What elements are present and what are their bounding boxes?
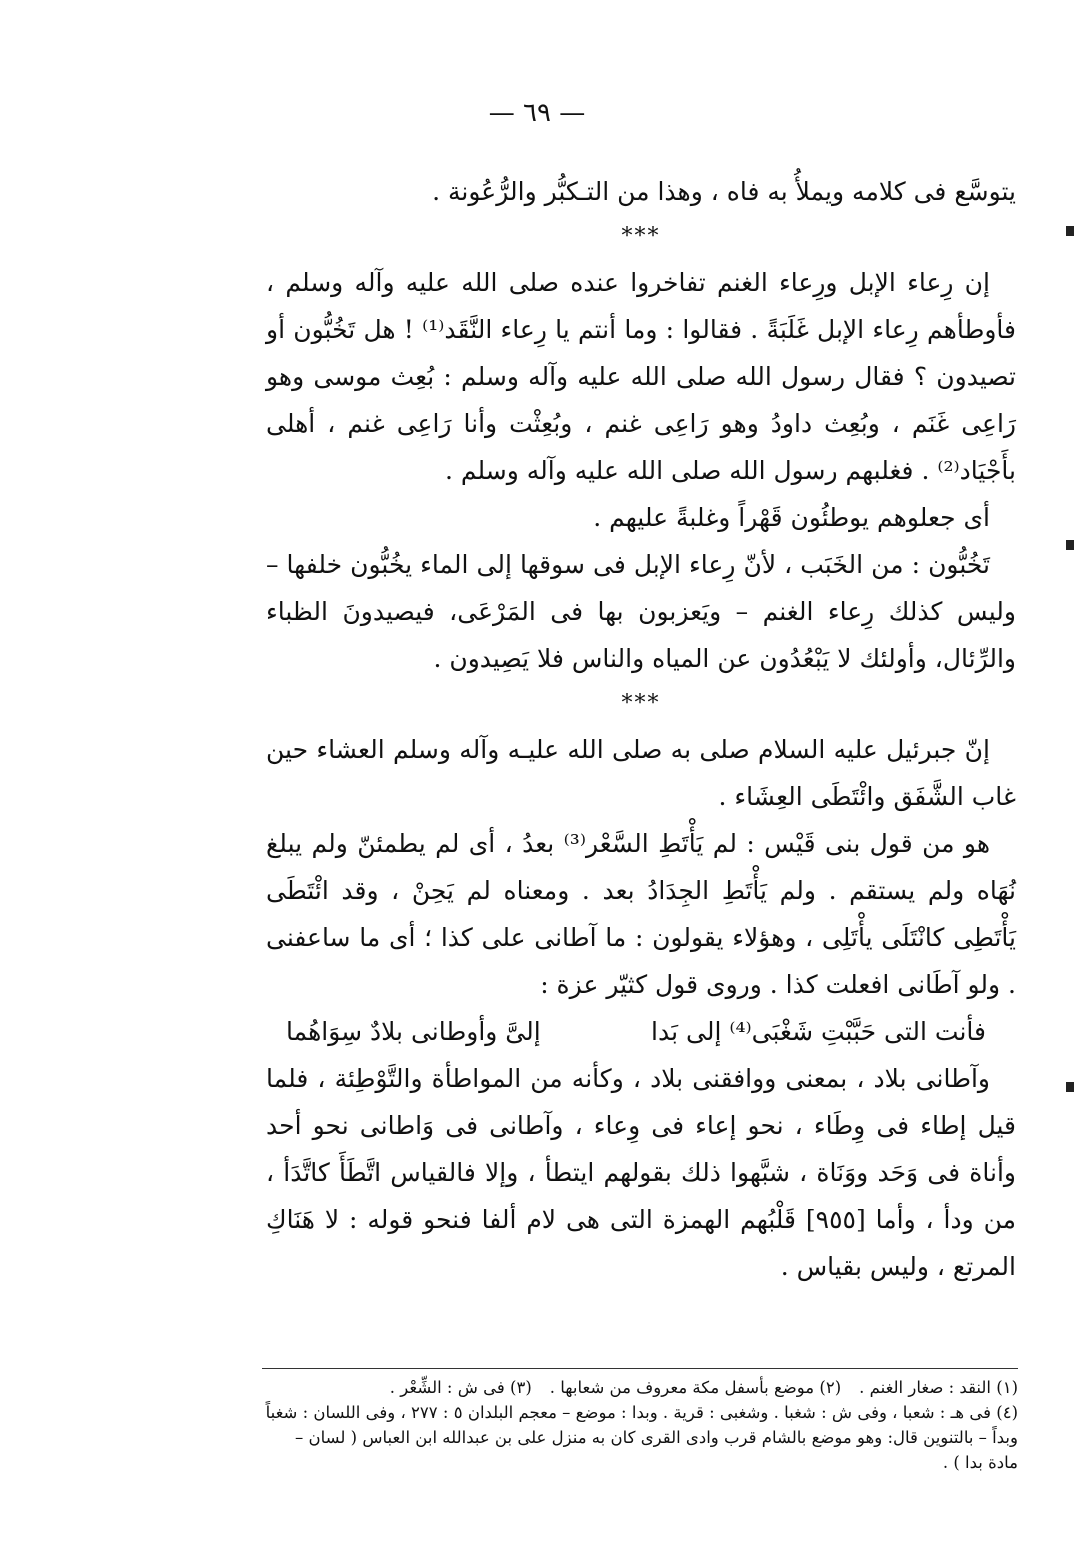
main-text: [266, 168, 1016, 1290]
footnote: (٣) فى ش : الشِّعْر .: [389, 1378, 532, 1397]
footnotes: [262, 1368, 1018, 1475]
paragraph: وآطانى بلاد ، بمعنى ووافقنى بلاد ، وكأنه من المواطأة والتَّوْطِئة ، فلما قيل إطاء فى وِطَاء ، نحو إعاء فى وِعاء ، وآطانى فى وَاطانى نحو أحد وأناة فى وَحَد ووَنَاة ، شبَّهوا ذلك بقولهم ايتطأ ، وإلا فالقياس اتَّطَأَ كاتَّدَأ ، من ودأ ، وأما [٩٥٥] قَلْبُهم الهمزة التى هى لام ألفا فنحو قوله : لا هَنَاكِ المرتع ، وليس بقياس .: [266, 1064, 1016, 1281]
footnote-row: [262, 1375, 1018, 1400]
paragraph: هو من قول بنى قَيْس : لم يَأْتَطِ السَّعْر⁽³⁾ بعدُ ، أى لم يطمئنّ ولم يبلغ نُهَاه ولم يستقم . ولم يَأْتَطِ الجِدَادُ بعد . ومعناه لم يَحِنْ ، وقد ائْتَطَى يَأْتَطِى كانْتَلَى يأْتَلِى ، وهؤلاء يقولون : ما آطانى على كذا ؛ أى ما ساعفنى . ولو آطَانى افعلت كذا . وروى قول كثيّر عزة :: [266, 829, 1016, 999]
paragraph: أى جعلوهم يوطئُون قَهْراً وغلبةً عليهم .: [593, 503, 990, 532]
section-separator: ***: [621, 691, 661, 716]
scan-edge-mark: [1066, 226, 1074, 236]
paragraph: يتوسَّع فى كلامه ويملأُ به فاه ، وهذا من التـكبُّر والرُّعُونة .: [432, 177, 1016, 206]
scan-edge-mark: [1066, 540, 1074, 550]
footnote: (٤) فى هـ : شعبا ، وفى ش : شغبا . وشغبى : قرية . وبدا : موضع – معجم البلدان ٥ : ٢٧٧ ، وفى اللسان : شغباً وبداً – بالتنوين قال: وهو موضع بالشام قرب وادى القرى كان به منزل على بن عبدالله ابن العباس ( لسان – مادة بدا ) .: [265, 1403, 1018, 1472]
footnote: (١) النقد : صغار الغنم .: [859, 1378, 1018, 1397]
paragraph: تَخُبُّون : من الخَبَب ، لأنّ رِعاء الإبل فى سوقها إلى الماء يخُبُّون خلفها – وليس كذلك رِعاء الغنم – ويَعزبون بها فى المَرْعَى، فيصيدونَ الظباء والرِّئال، وأولئك لا يَبْعُدُون عن المياه والناس فلا يَصِيدون .: [266, 550, 1016, 673]
verse-hemistich: فأنت التى حَبَّبْتِ شَغْبَى⁽⁴⁾ إلى بَدا: [651, 1017, 986, 1046]
paragraph: إنّ جبرئيل عليه السلام صلى به صلى الله عليـه وآله وسلم العشاء حين غاب الشَّفَق وائْتَطَى العِشَاء .: [266, 735, 1016, 811]
section-separator: ***: [621, 224, 661, 249]
verse-hemistich: إلىَّ وأوطانى بلادٌ سِوَاهُما: [286, 1017, 541, 1046]
page-number: — ٦٩ —: [488, 98, 586, 128]
paragraph: إن رِعاء الإبل ورِعاء الغنم تفاخروا عنده صلى الله عليه وآله وسلم ، فأوطأهم رِعاء الإبل غَلَبَةً . فقالوا : وما أنتم يا رِعاء النَّقَد⁽¹⁾ ! هل تَخُبُّون أو تصيدون ؟ فقال رسول الله صلى الله عليه وآله وسلم : بُعِث موسى وهو رَاعِى غَنَم ، وبُعِث داودُ وهو رَاعِى غنم ، وبُعِثْت وأنا رَاعِى غنم ، أهلى بأَجْيَاد⁽²⁾ . فغلبهم رسول الله صلى الله عليه وآله وسلم .: [266, 268, 1016, 485]
footnote: (٢) موضع بأسفل مكة معروف من شعابها .: [549, 1378, 842, 1397]
scan-edge-mark: [1066, 1082, 1074, 1092]
poem-verse: [266, 1008, 1016, 1055]
